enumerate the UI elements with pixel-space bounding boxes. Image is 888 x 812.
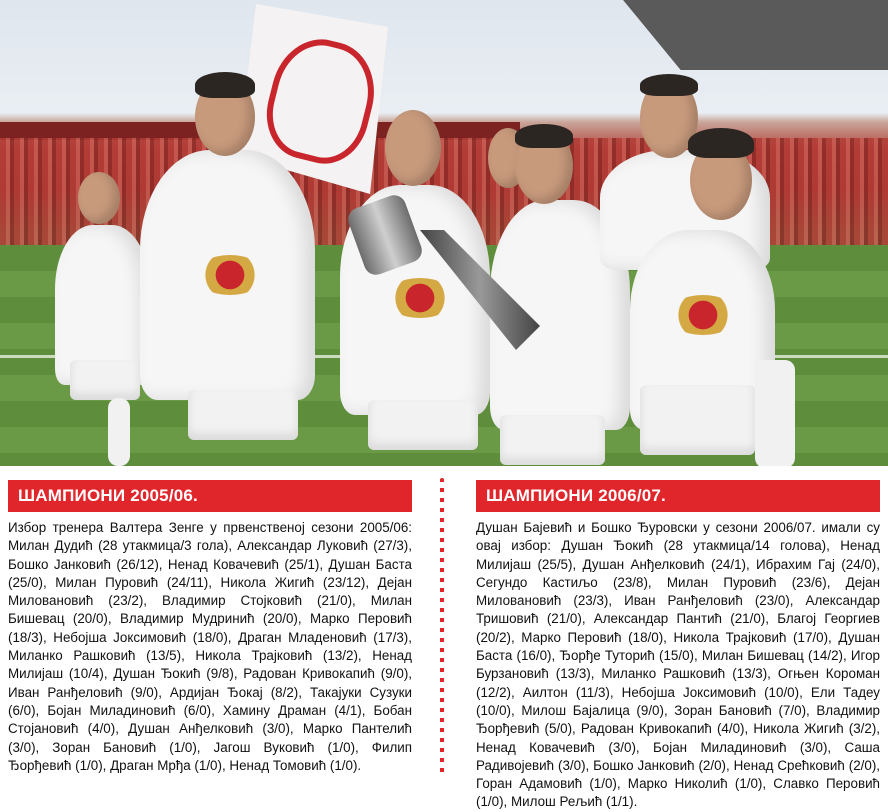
player-1-shorts bbox=[70, 360, 140, 400]
player-1-head bbox=[78, 172, 120, 224]
squad-list-2005-06: Избор тренера Валтера Зенге у првенственој сезони 2005/06: Милан Дудић (28 утакмица/3 гола), Александар Луковић (27/3), Бошко Јанковић (26/12), Ненад Ковачевић (25/1), Душан Баста (25/0), Милан Пуровић (24/11), Никола Жигић (23/12), Дејан Миловановић (23/2), Владимир Стојковић (21/0), Милан Бишевац (20/0), Владимир Мудринић (20/0), Марко Перовић (18/3), Небојша Јоксимовић (18/0), Драган Младеновић (17/3), Миланко Рашковић (13/5), Никола Трајковић (13/2), Ненад Милијаш (10/4), Душан Ђокић (9/8), Радован Кривокапић (9/0), Иван Ранђеловић (9/0), Ардијан Ђокај (8/2), Такајуки Сузуки (6/0), Бојан Миладиновић (6/0), Хамину Драман (4/1), Бобан Стојановић (4/0), Душан Анђелковић (3/0), Марко Пантелић (3/0), Зоран Бановић (1/0), Јагош Вуковић (1/0), Филип Ђорђевић (1/0), Драган Мрђа (1/0), Ненад Томовић (1/0). bbox=[8, 520, 412, 773]
player-6-hair bbox=[640, 74, 698, 96]
column-divider bbox=[440, 478, 444, 778]
player-7-hair bbox=[688, 128, 754, 158]
player-6-leg bbox=[755, 360, 795, 468]
player-7-shorts bbox=[640, 385, 755, 455]
player-3-head bbox=[385, 110, 441, 186]
shirt-crest-icon bbox=[195, 255, 265, 295]
heading-champions-2005-06: ШАМПИОНИ 2005/06. bbox=[8, 480, 412, 512]
stadium-roof bbox=[600, 0, 888, 70]
shirt-crest-icon bbox=[385, 278, 455, 318]
player-2-hair bbox=[195, 72, 255, 98]
column-2006-07 bbox=[476, 480, 880, 812]
player-5-shorts bbox=[500, 415, 605, 465]
squad-list-2006-07: Душан Бајевић и Бошко Ђуровски у сезони 2006/07. имали су овај избор: Душан Ђокић (28 утакмица/14 голова), Ненад Милијаш (25/5), Душан Анђелковић (24/1), Ибрахим Гај (24/0), Сегундо Кастиљо (23/8), Милан Пуровић (23/6), Дејан Миловановић (23/3), Иван Ранђеловић (23/0), Александар Тришовић (21/0), Александар Пантић (21/0), Благој Георгиев (20/2), Марко Перовић (18/0), Никола Трајковић (17/0), Душан Баста (16/0), Ђорђе Туторић (15/0), Милан Бишевац (14/2), Игор Бурзановић (13/3), Миланко Рашковић (13/3), Огњен Короман (12/2), Аилтон (11/3), Небојша Јоксимовић (10/0), Ели Тадеу (10/0), Милош Бајалица (9/0), Зоран Бановић (7/0), Владимир Ђорђевић (5/0), Радован Кривокапић (4/0), Никола Жигић (3/2), Ненад Ковачевић (3/0), Бојан Миладиновић (3/0), Саша Радивојевић (3/0), Бошко Јанковић (2/0), Ненад Срећковић (2/0), Горан Адамовић (1/0), Марко Николић (1/0), Славко Перовић (1/0), Милош Рељић (1/1). bbox=[476, 520, 880, 810]
player-2-shorts bbox=[188, 390, 298, 440]
shirt-crest-icon bbox=[668, 295, 738, 335]
player-3-shorts bbox=[368, 400, 478, 450]
column-2005-06 bbox=[8, 480, 412, 775]
player-5-hair bbox=[515, 124, 573, 148]
photo-border bbox=[0, 466, 888, 470]
heading-champions-2006-07: ШАМПИОНИ 2006/07. bbox=[476, 480, 880, 512]
player-1-leg bbox=[108, 398, 130, 466]
